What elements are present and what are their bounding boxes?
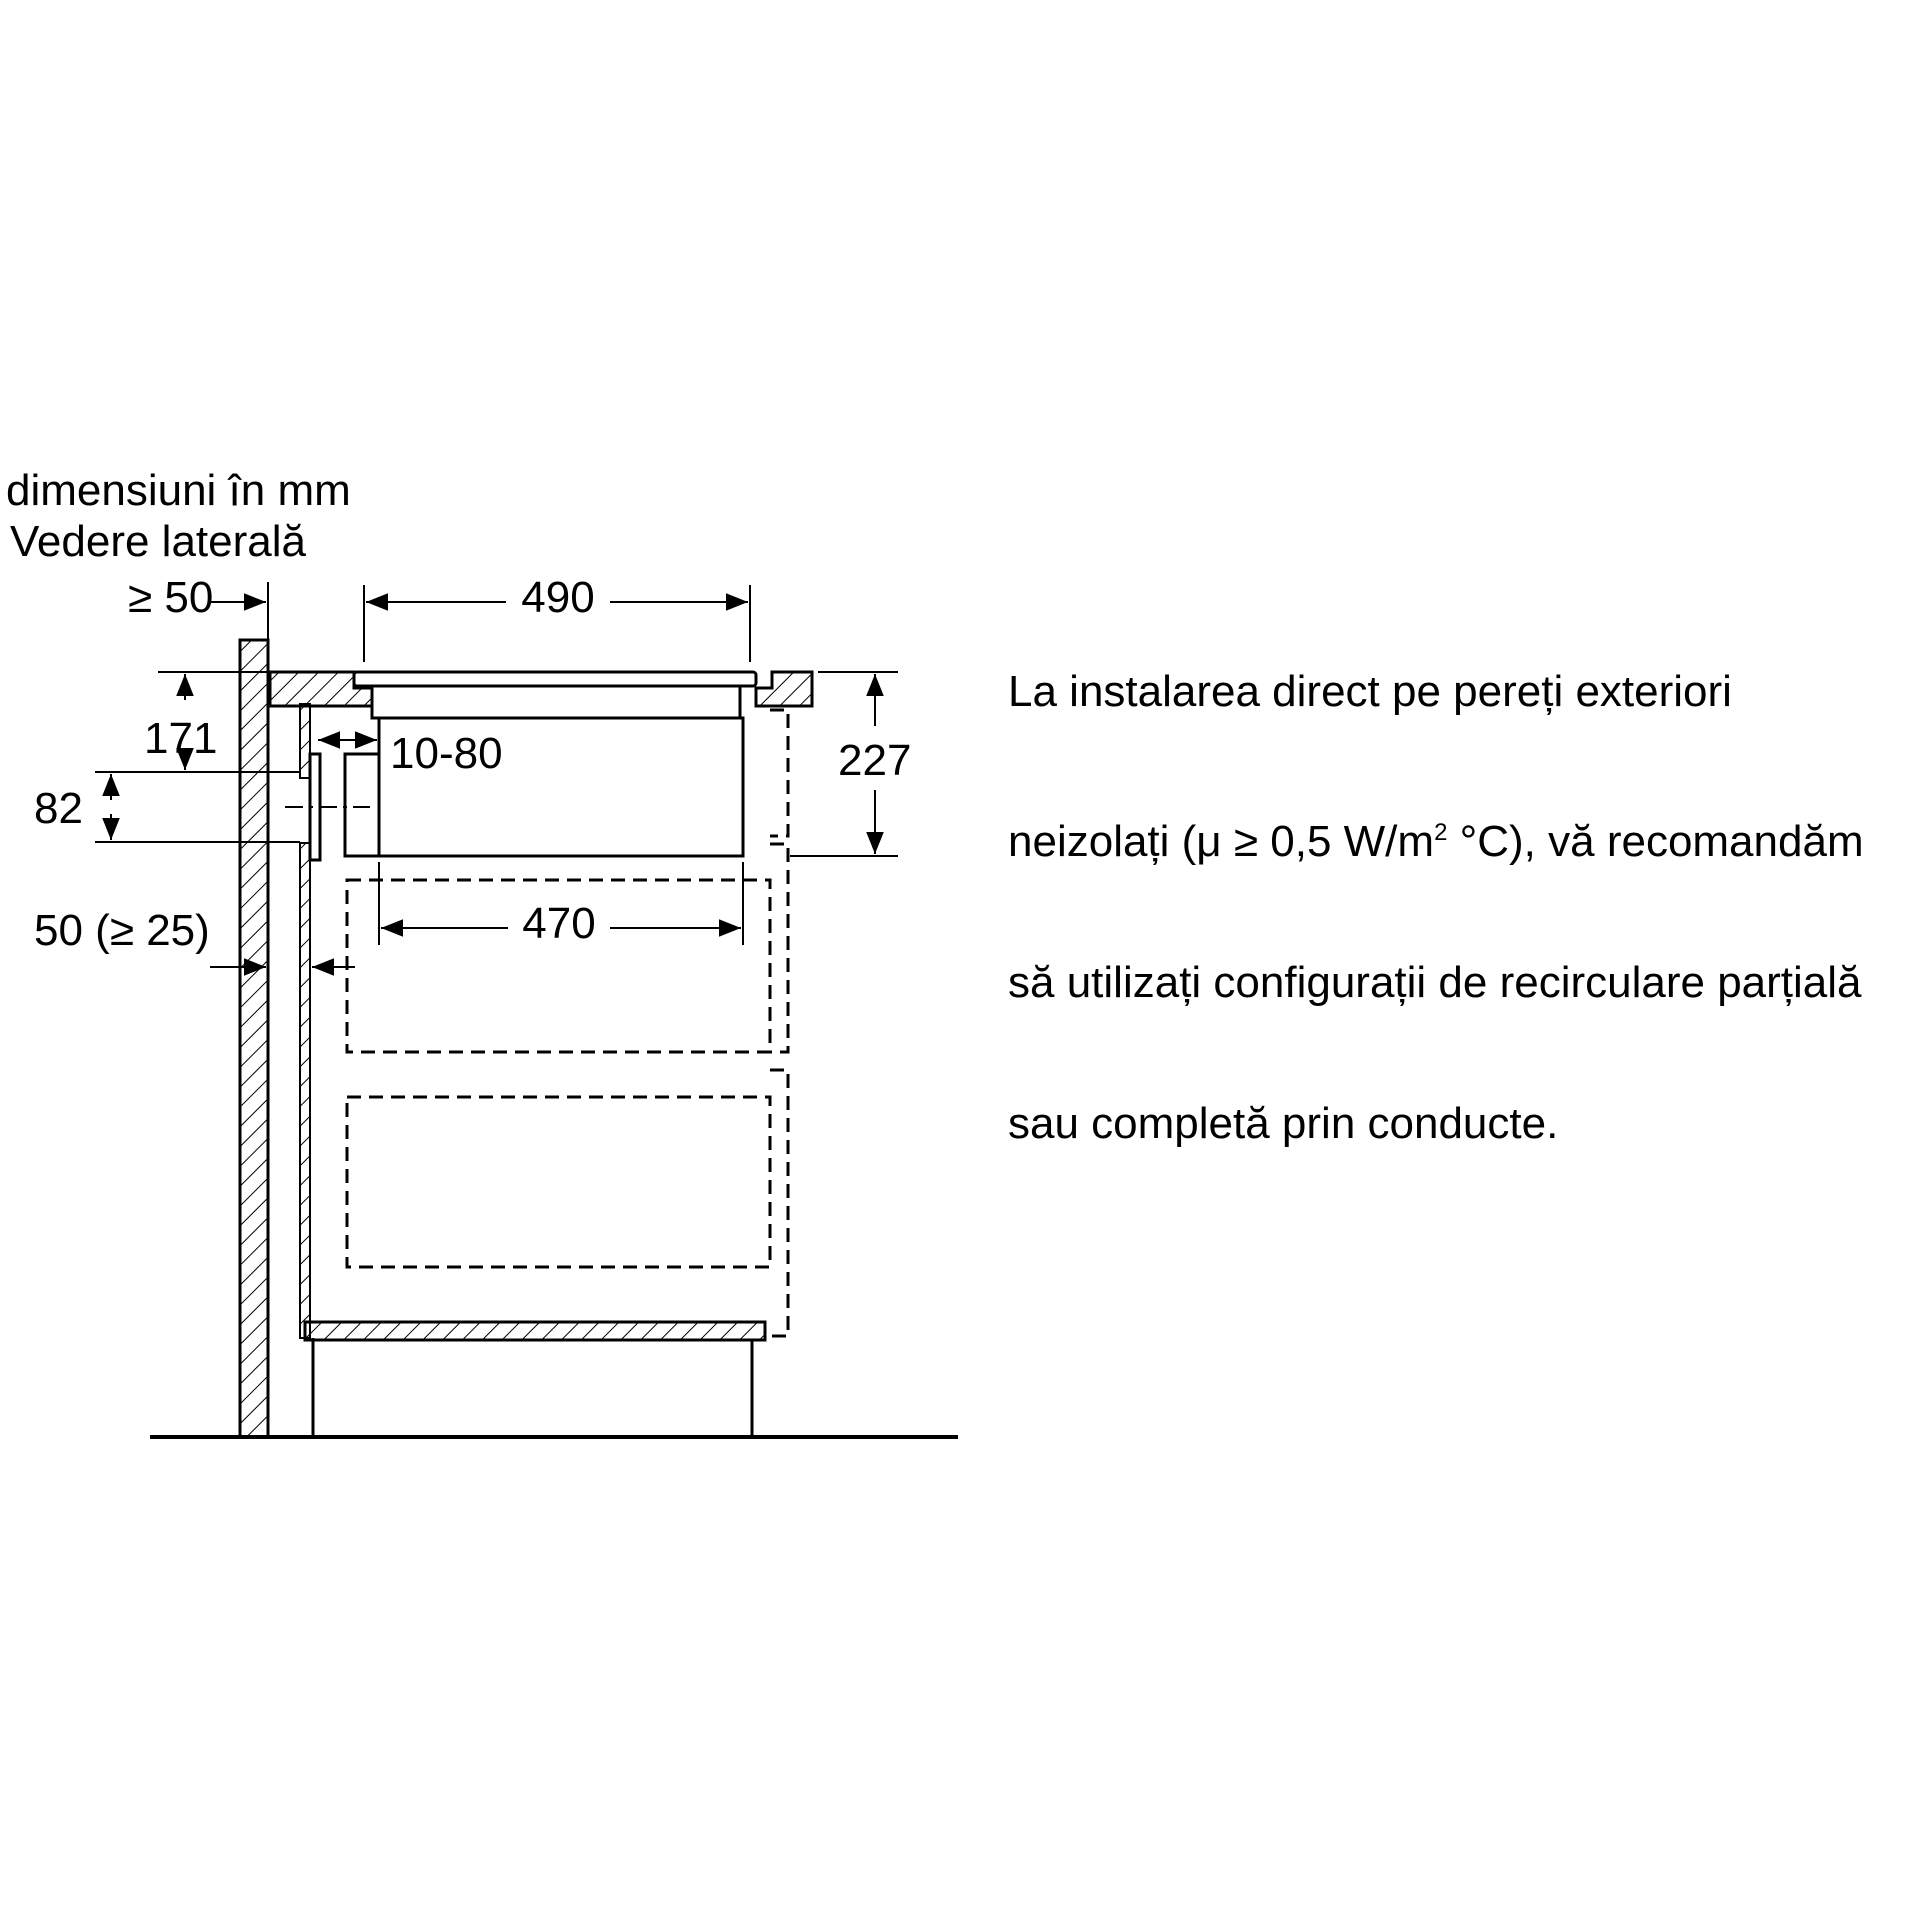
note-superscript: 2	[1434, 819, 1448, 846]
dim-inner-width-label: 470	[522, 899, 596, 948]
dim-back-gap-label: 50 (≥ 25)	[34, 906, 210, 955]
exterior-wall	[240, 640, 268, 1437]
note-line-3: să utilizați configurații de recirculare parțială	[1008, 958, 1862, 1007]
dim-wall-gap	[210, 582, 268, 640]
note-line-1: La instalarea direct pe pereți exteriori	[1008, 667, 1732, 716]
note-line-2-end: °C), vă recomandăm	[1447, 817, 1864, 866]
view-label: Vedere laterală	[10, 517, 306, 566]
dim-hob-width-label: 490	[521, 573, 595, 622]
units-label: dimensiuni în mm	[6, 466, 351, 515]
dim-offset-label: 10-80	[390, 729, 503, 778]
installation-note	[1008, 574, 1908, 1194]
dim-duct-height-label: 82	[34, 784, 83, 833]
lower-drawer	[347, 1097, 770, 1267]
dim-171-label: 171	[144, 714, 218, 763]
note-line-4: sau completă prin conducte.	[1008, 1099, 1559, 1148]
dim-227-label: 227	[838, 736, 912, 785]
cabinet-bottom	[305, 1322, 765, 1437]
note-line-2	[1008, 809, 1908, 865]
drawer-fronts	[770, 710, 788, 1336]
dim-wall-gap-label: ≥ 50	[128, 573, 214, 622]
note-line-2-start: neizolați (μ ≥ 0,5 W/m	[1008, 817, 1435, 866]
